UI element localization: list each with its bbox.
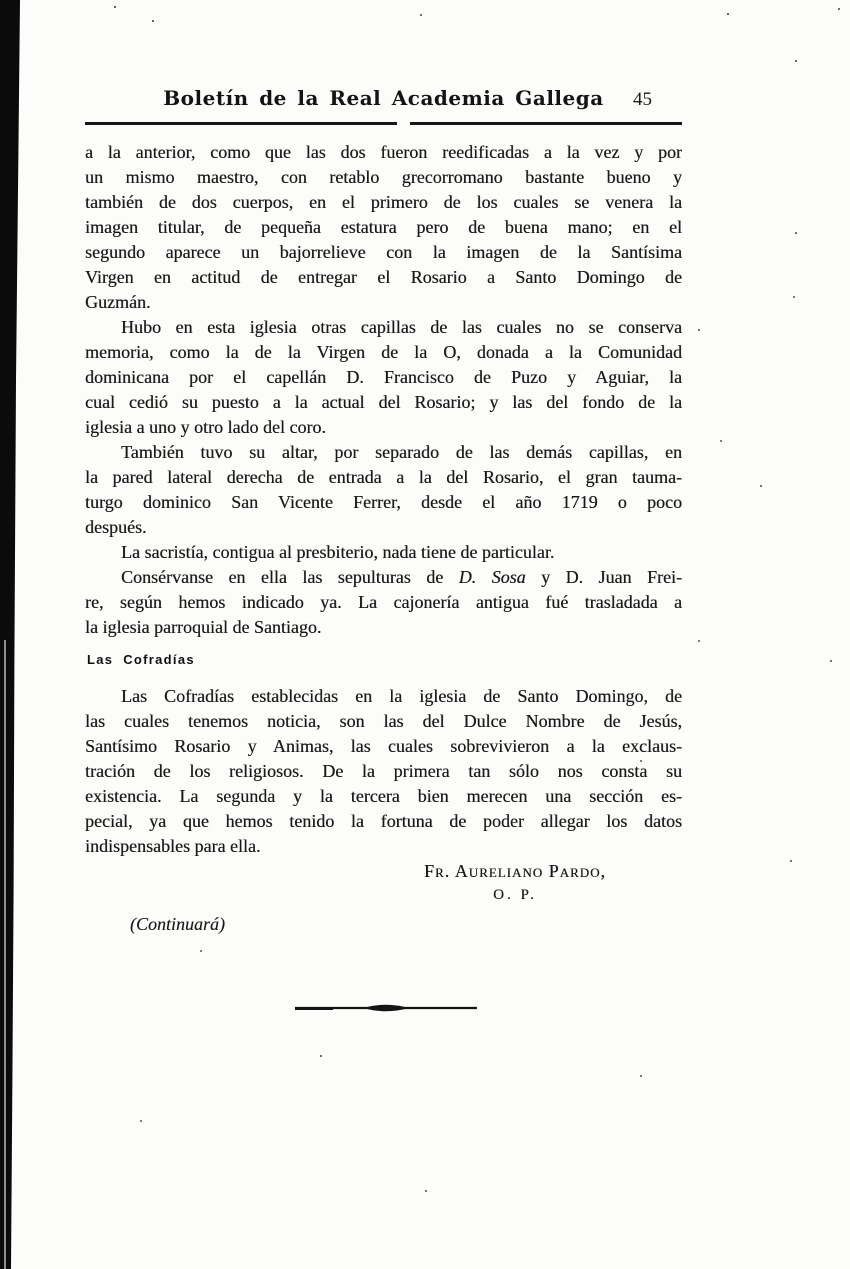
page-number: 45 [633, 89, 652, 110]
plain-text: Consérvanse en ella las sepulturas de [121, 567, 459, 587]
text-line: La sacristía, contigua al presbiterio, nada tiene de particular. [121, 542, 555, 562]
author-name: Fr. Aureliano Pardo, [424, 861, 606, 881]
text-line: Hubo en esta iglesia otras capillas de las cuales no se conserva [121, 317, 682, 337]
page-header-area [85, 86, 682, 116]
author-order: O. P. [493, 887, 537, 903]
continuation-note: (Continuará) [130, 914, 226, 934]
author-signature [390, 859, 640, 906]
text-line: dominicana por el capellán D. Francisco de Puzo y Aguiar, la [85, 367, 682, 387]
text-line: a la anterior, como que las dos fueron reedificadas a la vez y por [85, 142, 682, 162]
journal-title: Boletín de la Real Academia Gallega [163, 86, 604, 110]
text-line: también de dos cuerpos, en el primero de los cuales se venera la [85, 192, 682, 212]
text-line: tración de los religiosos. De la primera tan sólo nos consta su [85, 761, 682, 781]
paragraph [85, 140, 682, 315]
paragraph [85, 315, 682, 440]
scan-edge-bar [0, 0, 20, 1269]
running-head [85, 86, 682, 116]
text-line: re, según hemos indicado ya. La cajonería antigua fué trasladada a [85, 592, 682, 612]
text-line: después. [85, 517, 147, 537]
lozenge-divider-icon [293, 1000, 479, 1016]
text-line: Virgen en actitud de entregar el Rosario a Santo Domingo de [85, 267, 682, 287]
header-rule-gap [397, 121, 410, 126]
header-rule [85, 122, 682, 125]
text-line: iglesia a uno y otro lado del coro. [85, 417, 326, 437]
text-line: existencia. La segunda y la tercera bien merecen una sección es- [85, 786, 682, 806]
scan-edge-streak [4, 640, 6, 1269]
text-column [85, 140, 682, 936]
text-line: memoria, como la de la Virgen de la O, donada a la Comunidad [85, 342, 682, 362]
text-line: También tuvo su altar, por separado de las demás capillas, en [121, 442, 682, 462]
text-line: la iglesia parroquial de Santiago. [85, 617, 322, 637]
text-line: pecial, ya que hemos tenido la fortuna de poder allegar los datos [85, 811, 682, 831]
text-line: cual cedió su puesto a la actual del Rosario; y las del fondo de la [85, 392, 682, 412]
text-line: Las Cofradías establecidas en la iglesia de Santo Domingo, de [121, 686, 682, 706]
paragraph-group-cofradias [85, 684, 682, 859]
text-line: un mismo maestro, con retablo grecorromano bastante bueno y [85, 167, 682, 187]
text-line: segundo aparece un bajorrelieve con la imagen de la Santísima [85, 242, 682, 262]
paragraph [85, 540, 682, 565]
scan-noise-speckles [114, 6, 116, 8]
paragraph [85, 684, 682, 859]
text-line: turgo dominico San Vicente Ferrer, desde el año 1719 o poco [85, 492, 682, 512]
text-line: Guzmán. [85, 292, 151, 312]
text-line: Santísimo Rosario y Animas, las cuales sobrevivieron a la exclaus- [85, 736, 682, 756]
text-line [85, 565, 682, 590]
paragraph [85, 565, 682, 640]
paragraph [85, 440, 682, 540]
section-heading: Las Cofradías [87, 652, 195, 667]
text-line: la pared lateral derecha de entrada a la del Rosario, el gran tauma- [85, 467, 682, 487]
paragraph-group-main [85, 140, 682, 640]
plain-text: y D. Juan Frei- [525, 567, 682, 587]
italic-text: D. Sosa [458, 567, 526, 587]
text-line: imagen titular, de pequeña estatura pero de buena mano; en el [85, 217, 682, 237]
text-line: indispensables para ella. [85, 836, 261, 856]
text-line: las cuales tenemos noticia, son las del Dulce Nombre de Jesús, [85, 711, 682, 731]
